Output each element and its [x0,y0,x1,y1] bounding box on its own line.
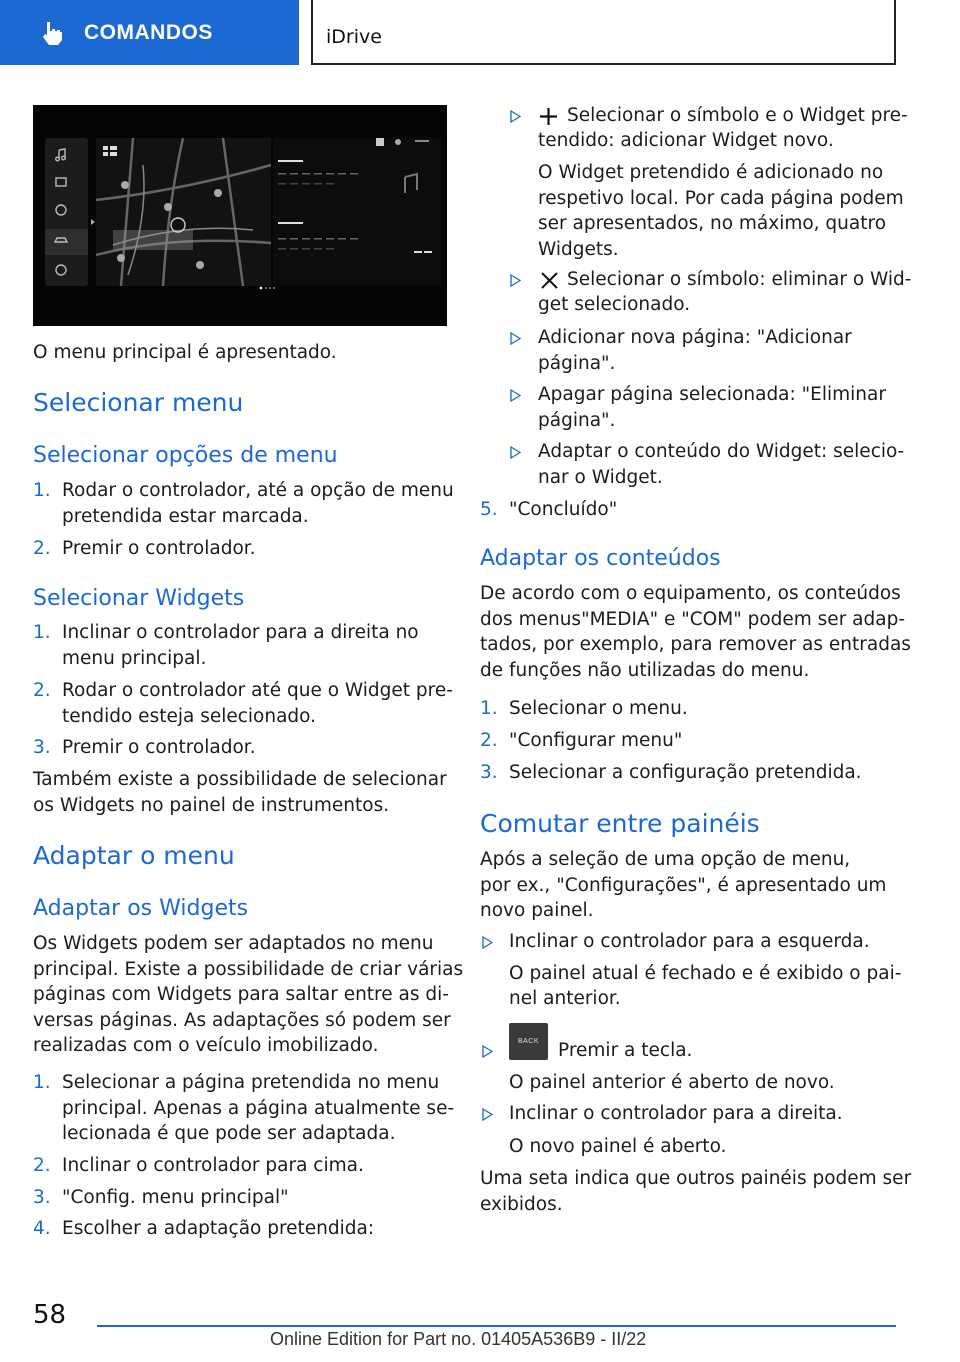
heading-selecionar-opcoes: Selecionar opções de menu [33,443,338,468]
result-text-line: O painel atual é fechado e é exibido o pai‐ [509,963,902,984]
list-item-line: menu principal. [62,647,207,669]
heading-adaptar-conteudos: Adaptar os conteúdos [480,546,721,571]
paragraph-line: Uma seta indica que outros painéis podem ser [480,1168,912,1189]
list-item-line: Selecionar o símbolo: eliminar o Wid‐ [567,269,912,290]
list-item-line: tendido esteja selecionado. [62,705,317,727]
result-text: O novo painel é aberto. [509,1136,727,1157]
list-item [538,439,904,490]
comutar-intro [480,847,886,924]
heading-adaptar-widgets: Adaptar os Widgets [33,896,249,921]
paragraph-line: De acordo com o equipamento, os conteúdos [480,583,901,604]
section-tab [0,0,299,65]
step-number: 3. [480,762,498,783]
list-item-line: Rodar o controlador até que o Widget pre‐ [62,680,453,701]
paragraph-line: versas páginas. As adaptações só podem ser [33,1009,451,1031]
step-number: 1. [33,622,51,643]
paragraph-line: páginas com Widgets para saltar entre as di‐ [33,984,449,1005]
triangle-bullet-icon [510,446,521,459]
step-number: 2. [33,680,51,701]
paragraph-line: Após a seleção de uma opção de menu, [480,849,851,870]
step-number: 3. [33,737,51,758]
result-text [538,160,904,262]
list-item-line: Adaptar o conteúdo do Widget: selecio‐ [538,441,904,462]
paragraph-line: novo painel. [480,900,594,921]
result-text-line: nel anterior. [509,988,621,1009]
heading-adaptar-menu: Adaptar o menu [33,841,235,870]
triangle-bullet-icon [482,1108,493,1121]
triangle-bullet-icon [510,389,521,402]
paragraph-line: principal. Existe a possibilidade de criar várias [33,958,464,980]
paragraph-line: dos menus"MEDIA" e "COM" podem ser adap‐ [480,608,906,630]
list-item: "Concluído" [509,499,618,520]
list-item-line: página". [538,409,616,431]
list-item-line: página". [538,352,616,374]
heading-selecionar-widgets: Selecionar Widgets [33,586,245,611]
list-item-line: tendido: adicionar Widget novo. [538,130,834,151]
triangle-bullet-icon [510,110,521,123]
list-item: Premir a tecla. [558,1040,693,1061]
footer-edition: Online Edition for Part no. 01405A536B9 - II/22 [270,1329,647,1349]
list-item: Premir o controlador. [62,538,256,559]
conteudos-intro [480,581,911,683]
triangle-bullet-icon [510,332,521,345]
adaptar-intro [33,931,463,1059]
list-item: Inclinar o controlador para a esquerda. [509,931,870,952]
list-item-line: Apagar página selecionada: "Eliminar [538,384,886,405]
paragraph-line: os Widgets no painel de instrumentos. [33,794,390,816]
heading-comutar-paineis: Comutar entre painéis [480,809,760,838]
step-number: 1. [33,1072,51,1093]
list-item-line: lecionada é que pode ser adaptada. [62,1123,396,1144]
idrive-menu-screenshot [33,105,447,326]
list-item [538,325,852,376]
screenshot-caption: O menu principal é apresentado. [33,342,337,363]
list-item: Inclinar o controlador para cima. [62,1155,364,1176]
triangle-bullet-icon [510,274,521,287]
list-item [62,620,419,671]
step-number: 2. [33,1155,51,1176]
list-item: Selecionar a configuração pretendida. [509,762,862,783]
list-item [62,478,454,529]
paragraph-line: Os Widgets podem ser adaptados no menu [33,933,434,954]
chapter-title: iDrive [326,26,382,48]
list-item: Premir o controlador. [62,737,256,758]
list-item-line: Rodar o controlador, até a opção de menu [62,480,454,501]
paragraph-line: tados, por exemplo, para remover as entradas [480,634,911,655]
triangle-bullet-icon [482,1045,493,1058]
list-item-line: principal. Apenas a página atualmente se‐ [62,1097,455,1119]
paragraph-line: ser apresentados, no máximo, quatro [538,213,887,234]
paragraph-line: Widgets. [538,238,619,260]
plus-icon [539,107,558,126]
list-item [62,1070,454,1147]
step-number: 5. [480,499,498,520]
heading-selecionar-menu: Selecionar menu [33,388,244,417]
list-item-line: Adicionar nova página: "Adicionar [538,327,852,348]
cross-icon [540,271,559,290]
list-item-line: Selecionar o símbolo e o Widget pre‐ [567,105,908,126]
page-number: 58 [33,1300,67,1330]
comutar-note [480,1166,911,1217]
paragraph-line: Também existe a possibilidade de selecionar [33,769,447,790]
step-number: 2. [480,730,498,751]
paragraph-line: por ex., "Configurações", é apresentado um [480,874,887,896]
list-item-line: Inclinar o controlador para a direita no [62,622,419,643]
list-item: "Config. menu principal" [62,1187,289,1208]
list-item-line: pretendida estar marcada. [62,505,309,527]
chapter-box [311,0,896,65]
result-text: O painel anterior é aberto de novo. [509,1072,835,1093]
paragraph-line: respetivo local. Por cada página podem [538,187,904,209]
list-item-line: Selecionar a página pretendida no menu [62,1072,440,1093]
back-key-icon: BACK [509,1023,548,1060]
paragraph-line: realizadas com o veículo imobilizado. [33,1035,379,1056]
idrive-screen-illustration [33,105,447,326]
paragraph-line: de funções não utilizadas do menu. [480,659,810,681]
paragraph-line: exibidos. [480,1193,563,1215]
list-item-line: get selecionado. [538,294,691,315]
widgets-note [33,767,447,818]
list-item [62,678,453,729]
step-number: 3. [33,1187,51,1208]
list-item-line: nar o Widget. [538,466,663,488]
step-number: 1. [480,698,498,719]
paragraph-line: O Widget pretendido é adicionado no [538,162,884,183]
list-item: Selecionar o menu. [509,698,688,719]
hand-pointer-icon [38,19,66,47]
section-title: COMANDOS [84,20,213,44]
footer-rule [97,1325,896,1327]
list-item [538,382,886,433]
list-item: Inclinar o controlador para a direita. [509,1103,843,1124]
step-number: 4. [33,1218,51,1239]
step-number: 2. [33,538,51,559]
step-number: 1. [33,480,51,501]
list-item: Escolher a adaptação pretendida: [62,1218,375,1239]
triangle-bullet-icon [482,936,493,949]
list-item: "Configurar menu" [509,730,683,751]
